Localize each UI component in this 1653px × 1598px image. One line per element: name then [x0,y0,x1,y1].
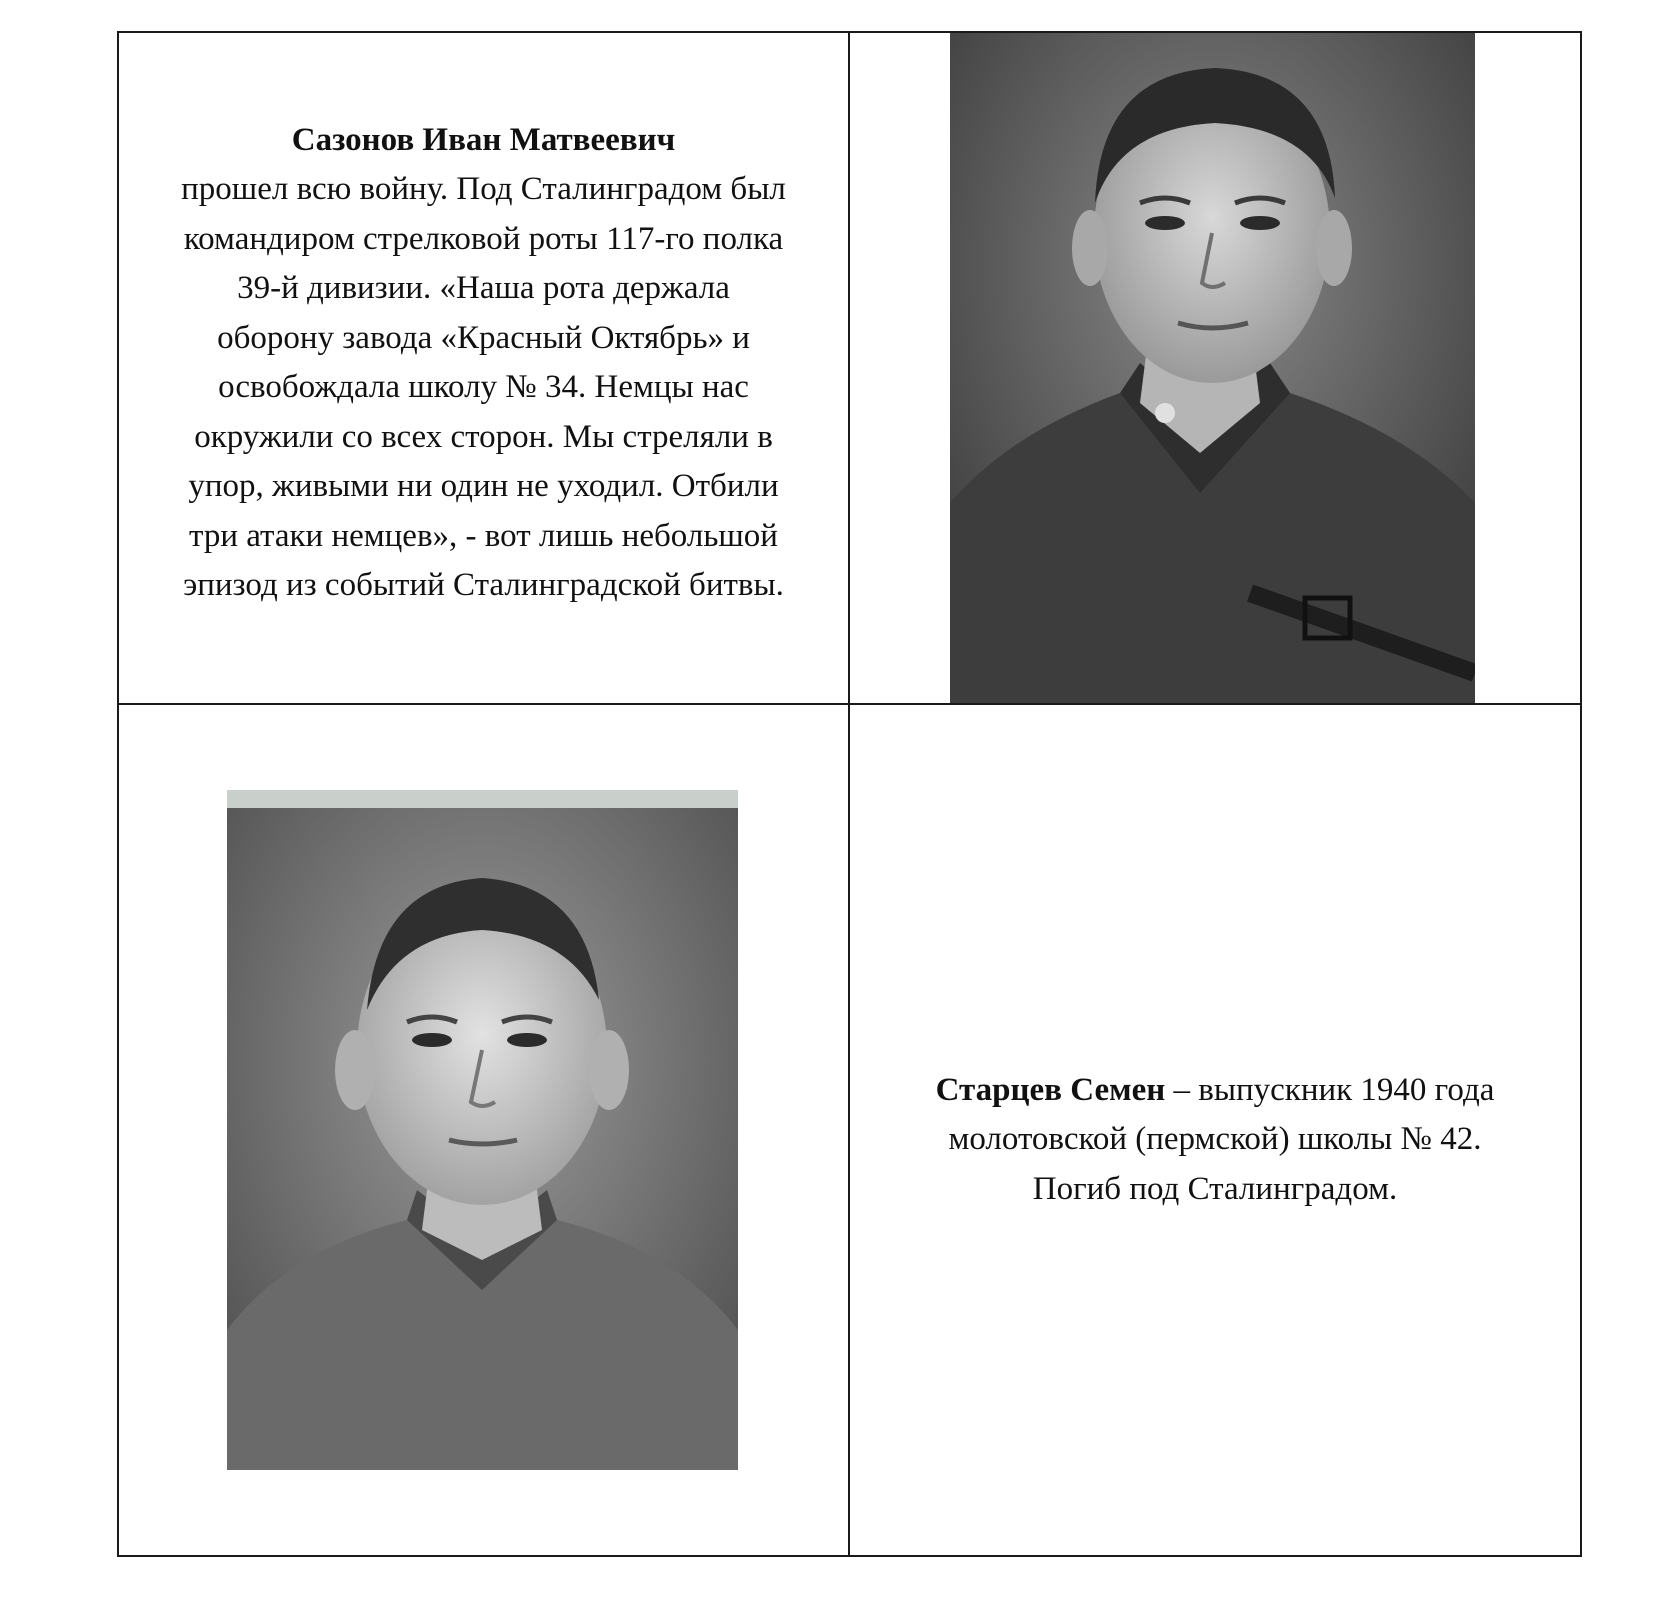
person-name: Сазонов Иван Матвеевич [291,121,676,158]
portrait-photo-graphic [950,33,1475,703]
bio-lead: – выпускник 1940 года [1165,1071,1495,1108]
bio-text-sazonov [119,116,848,611]
bio-line: освобождала школу № 34. Немцы нас [218,369,749,405]
bio-cell-startsev [849,704,1581,1556]
bio-line: оборону завода «Красный Октябрь» и [217,319,750,356]
table-row [118,32,1581,704]
bio-line: прошел всю войну. Под Сталинградом был [181,171,786,207]
portrait-photo [227,790,738,1470]
memorial-table [117,31,1582,1557]
photo-cell-sazonov [849,32,1581,704]
bio-line: Погиб под Сталинградом. [1032,1170,1398,1207]
portrait-photo-graphic [227,790,738,1470]
bio-line: эпизод из событий Сталинградской битвы. [183,567,784,603]
bio-first-line [864,1066,1566,1116]
bio-line: 39-й дивизии. «Наша рота держала [237,270,730,306]
portrait-photo [950,33,1475,703]
bio-text-startsev [850,1046,1580,1215]
photo-cell-startsev [118,704,849,1556]
bio-line: окружили со всех сторон. Мы стреляли в [194,418,773,455]
bio-cell-sazonov [118,32,849,704]
bio-line: командиром стрелковой роты 117-го полка [183,220,784,257]
table-row [118,704,1581,1556]
bio-line: молотовской (пермской) школы № 42. [948,1121,1482,1158]
bio-line: три атаки немцев», - вот лишь небольшой [189,517,778,554]
bio-line: упор, живыми ни один не уходил. Отбили [188,468,779,504]
person-name: Старцев Семен [935,1071,1166,1108]
